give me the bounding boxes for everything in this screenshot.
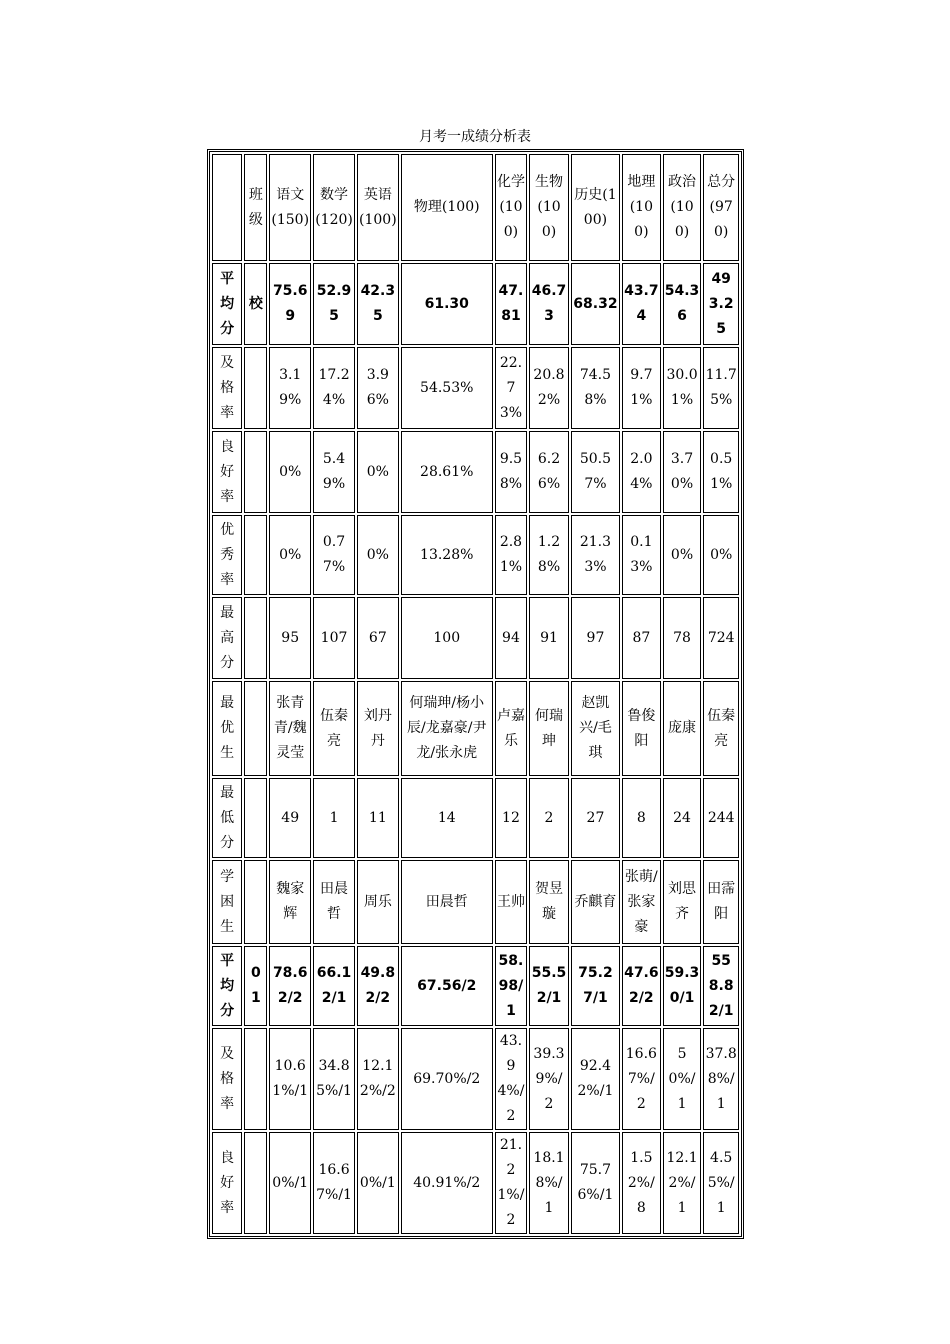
row-label: 良好率 bbox=[212, 431, 242, 513]
table-cell: 39.39%/2 bbox=[529, 1028, 569, 1130]
table-cell: 11.75% bbox=[703, 347, 739, 429]
table-row bbox=[212, 1028, 739, 1130]
table-cell: 0% bbox=[269, 515, 311, 595]
row-label: 平均分 bbox=[212, 946, 242, 1026]
score-table bbox=[207, 149, 744, 1239]
table-body bbox=[212, 154, 739, 1234]
table-cell: 30.01% bbox=[663, 347, 702, 429]
table-cell: 91 bbox=[529, 597, 569, 679]
table-cell: 2.81% bbox=[495, 515, 527, 595]
table-cell: 2.04% bbox=[622, 431, 661, 513]
table-cell: 8 bbox=[622, 778, 661, 858]
table-cell: 75.27/1 bbox=[571, 946, 620, 1026]
table-cell: 0.77% bbox=[313, 515, 355, 595]
table-cell: 庞康 bbox=[663, 681, 702, 776]
table-cell: 张萌/张家豪 bbox=[622, 860, 661, 944]
column-header: 总分(970) bbox=[703, 154, 739, 261]
table-cell: 9.58% bbox=[495, 431, 527, 513]
table-cell: 24 bbox=[663, 778, 702, 858]
table-cell: 刘思齐 bbox=[663, 860, 702, 944]
table-cell: 54.53% bbox=[401, 347, 493, 429]
table-cell: 鲁俊阳 bbox=[622, 681, 661, 776]
table-cell: 12.12%/1 bbox=[663, 1132, 702, 1234]
table-row bbox=[212, 681, 739, 776]
table-cell: 01 bbox=[244, 946, 267, 1026]
table-cell: 95 bbox=[269, 597, 311, 679]
table-cell: 17.24% bbox=[313, 347, 355, 429]
table-cell: 42.35 bbox=[357, 263, 399, 345]
table-cell: 6.26% bbox=[529, 431, 569, 513]
table-cell bbox=[244, 1132, 267, 1234]
table-cell: 34.85%/1 bbox=[313, 1028, 355, 1130]
table-cell: 0% bbox=[357, 515, 399, 595]
table-cell: 97 bbox=[571, 597, 620, 679]
table-cell: 0%/1 bbox=[357, 1132, 399, 1234]
table-cell: 张青青/魏灵莹 bbox=[269, 681, 311, 776]
table-cell: 田晨哲 bbox=[401, 860, 493, 944]
table-cell: 54.36 bbox=[663, 263, 702, 345]
table-cell: 13.28% bbox=[401, 515, 493, 595]
table-cell: 58.98/1 bbox=[495, 946, 527, 1026]
column-header: 英语(100) bbox=[357, 154, 399, 261]
table-cell: 乔麒育 bbox=[571, 860, 620, 944]
table-cell: 18.18%/1 bbox=[529, 1132, 569, 1234]
table-cell bbox=[244, 860, 267, 944]
table-cell: 37.88%/1 bbox=[703, 1028, 739, 1130]
column-header: 生物(100) bbox=[529, 154, 569, 261]
table-cell: 59.30/1 bbox=[663, 946, 702, 1026]
table-cell: 12 bbox=[495, 778, 527, 858]
table-cell: 刘丹丹 bbox=[357, 681, 399, 776]
table-cell: 21.21%/2 bbox=[495, 1132, 527, 1234]
table-cell: 3.96% bbox=[357, 347, 399, 429]
table-row bbox=[212, 263, 739, 345]
table-cell: 校 bbox=[244, 263, 267, 345]
column-header: 物理(100) bbox=[401, 154, 493, 261]
table-cell: 赵凯兴/毛琪 bbox=[571, 681, 620, 776]
table-cell: 47.81 bbox=[495, 263, 527, 345]
table-cell: 魏家辉 bbox=[269, 860, 311, 944]
table-cell: 1.28% bbox=[529, 515, 569, 595]
row-label: 学困生 bbox=[212, 860, 242, 944]
table-row bbox=[212, 347, 739, 429]
table-cell: 107 bbox=[313, 597, 355, 679]
table-cell: 28.61% bbox=[401, 431, 493, 513]
row-label: 及格率 bbox=[212, 1028, 242, 1130]
table-cell: 伍秦亮 bbox=[313, 681, 355, 776]
table-row bbox=[212, 1132, 739, 1234]
table-cell: 47.62/2 bbox=[622, 946, 661, 1026]
table-cell: 61.30 bbox=[401, 263, 493, 345]
table-cell: 周乐 bbox=[357, 860, 399, 944]
table-cell bbox=[244, 681, 267, 776]
table-cell: 244 bbox=[703, 778, 739, 858]
table-cell: 74.58% bbox=[571, 347, 620, 429]
table-cell: 伍秦亮 bbox=[703, 681, 739, 776]
table-cell: 94 bbox=[495, 597, 527, 679]
table-cell: 558.82/1 bbox=[703, 946, 739, 1026]
table-row bbox=[212, 778, 739, 858]
table-cell: 40.91%/2 bbox=[401, 1132, 493, 1234]
table-row bbox=[212, 946, 739, 1026]
table-cell bbox=[244, 1028, 267, 1130]
table-cell: 田晨哲 bbox=[313, 860, 355, 944]
table-cell: 3.19% bbox=[269, 347, 311, 429]
table-cell: 0% bbox=[703, 515, 739, 595]
table-cell: 4.55%/1 bbox=[703, 1132, 739, 1234]
table-cell: 22.73% bbox=[495, 347, 527, 429]
column-header: 政治(100) bbox=[663, 154, 702, 261]
column-header bbox=[212, 154, 242, 261]
table-cell: 46.73 bbox=[529, 263, 569, 345]
table-row bbox=[212, 860, 739, 944]
table-cell: 0.51% bbox=[703, 431, 739, 513]
page-title: 月考一成绩分析表 bbox=[419, 129, 531, 145]
row-label: 最高分 bbox=[212, 597, 242, 679]
table-cell: 49 bbox=[269, 778, 311, 858]
table-cell: 50.57% bbox=[571, 431, 620, 513]
table-cell: 16.67%/1 bbox=[313, 1132, 355, 1234]
column-header: 班级 bbox=[244, 154, 267, 261]
table-cell: 2 bbox=[529, 778, 569, 858]
table-cell: 11 bbox=[357, 778, 399, 858]
table-cell: 92.42%/1 bbox=[571, 1028, 620, 1130]
table-cell: 78.62/2 bbox=[269, 946, 311, 1026]
table-cell: 1 bbox=[313, 778, 355, 858]
column-header: 语文(150) bbox=[269, 154, 311, 261]
table-cell: 50%/1 bbox=[663, 1028, 702, 1130]
table-cell: 王帅 bbox=[495, 860, 527, 944]
column-header: 化学(100) bbox=[495, 154, 527, 261]
table-cell: 0% bbox=[663, 515, 702, 595]
table-cell bbox=[244, 597, 267, 679]
table-cell: 3.70% bbox=[663, 431, 702, 513]
table-cell: 1.52%/8 bbox=[622, 1132, 661, 1234]
table-cell: 16.67%/2 bbox=[622, 1028, 661, 1130]
table-cell: 100 bbox=[401, 597, 493, 679]
table-cell: 493.25 bbox=[703, 263, 739, 345]
table-cell: 55.52/1 bbox=[529, 946, 569, 1026]
table-row bbox=[212, 597, 739, 679]
table-cell: 14 bbox=[401, 778, 493, 858]
column-header: 历史(100) bbox=[571, 154, 620, 261]
table-cell: 67.56/2 bbox=[401, 946, 493, 1026]
table-cell bbox=[244, 431, 267, 513]
row-label: 最优生 bbox=[212, 681, 242, 776]
table-cell: 何瑞珅/杨小辰/龙嘉豪/尹 龙/张永虎 bbox=[401, 681, 493, 776]
table-cell: 87 bbox=[622, 597, 661, 679]
table-cell: 5.49% bbox=[313, 431, 355, 513]
table-cell: 43.94%/2 bbox=[495, 1028, 527, 1130]
table-cell: 0.13% bbox=[622, 515, 661, 595]
table-cell: 卢嘉乐 bbox=[495, 681, 527, 776]
table-cell: 27 bbox=[571, 778, 620, 858]
table-cell bbox=[244, 347, 267, 429]
table-cell: 贺昱璇 bbox=[529, 860, 569, 944]
table-cell: 66.12/1 bbox=[313, 946, 355, 1026]
row-label: 及格率 bbox=[212, 347, 242, 429]
table-cell: 何瑞珅 bbox=[529, 681, 569, 776]
table-cell: 0% bbox=[269, 431, 311, 513]
table-cell: 724 bbox=[703, 597, 739, 679]
table-cell: 21.33% bbox=[571, 515, 620, 595]
column-header: 数学(120) bbox=[313, 154, 355, 261]
table-cell: 68.32 bbox=[571, 263, 620, 345]
table-cell: 0% bbox=[357, 431, 399, 513]
table-cell: 52.95 bbox=[313, 263, 355, 345]
table-row bbox=[212, 431, 739, 513]
table-cell: 0%/1 bbox=[269, 1132, 311, 1234]
row-label: 最低分 bbox=[212, 778, 242, 858]
row-label: 优秀率 bbox=[212, 515, 242, 595]
table-row bbox=[212, 515, 739, 595]
row-label: 良好率 bbox=[212, 1132, 242, 1234]
header-row bbox=[212, 154, 739, 261]
table-cell: 78 bbox=[663, 597, 702, 679]
table-cell: 12.12%/2 bbox=[357, 1028, 399, 1130]
row-label: 平均分 bbox=[212, 263, 242, 345]
table-cell: 10.61%/1 bbox=[269, 1028, 311, 1130]
table-cell: 75.76%/1 bbox=[571, 1132, 620, 1234]
table-cell: 20.82% bbox=[529, 347, 569, 429]
table-cell: 49.82/2 bbox=[357, 946, 399, 1026]
table-cell: 田霈阳 bbox=[703, 860, 739, 944]
table-cell: 75.69 bbox=[269, 263, 311, 345]
column-header: 地理(100) bbox=[622, 154, 661, 261]
table-cell: 43.74 bbox=[622, 263, 661, 345]
table-cell: 67 bbox=[357, 597, 399, 679]
table-cell: 9.71% bbox=[622, 347, 661, 429]
table-cell bbox=[244, 778, 267, 858]
table-cell bbox=[244, 515, 267, 595]
table-cell: 69.70%/2 bbox=[401, 1028, 493, 1130]
